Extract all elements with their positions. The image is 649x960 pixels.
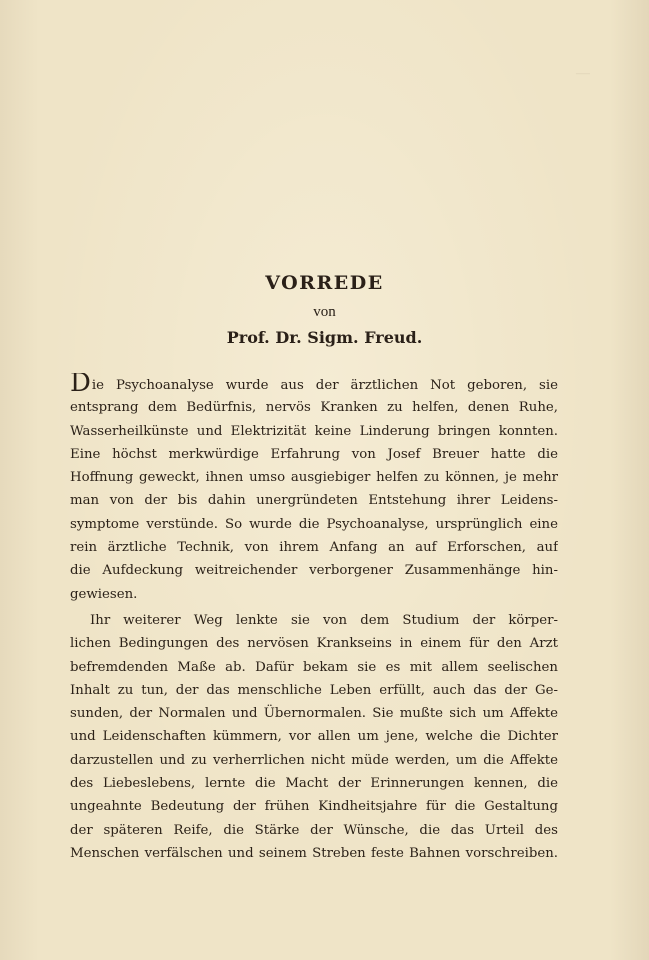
bleed-through-text: —: [576, 66, 590, 81]
text-line: darzustellen und zu verherrlichen nicht müde werden, um die Affekte: [70, 752, 558, 768]
text-line: gewiesen.: [70, 586, 138, 602]
paragraph-2: [70, 609, 558, 865]
page-title: VORREDE: [265, 272, 384, 294]
text-line: ungeahnte Bedeutung der frühen Kindheitsjahre für die Gestaltung: [70, 799, 558, 815]
text-line: des Liebeslebens, lernte die Macht der Erinnerungen kennen, die: [70, 776, 558, 792]
text-line: man von der bis dahin unergründeten Entstehung ihrer Leidens-: [70, 493, 558, 509]
text-line: der späteren Reife, die Stärke der Wünsche, die das Urteil des: [70, 822, 558, 838]
text-line: Wasserheilkünste und Elektrizität keine Linderung bringen konnten.: [70, 423, 558, 439]
author-name: Prof. Dr. Sigm. Freud.: [226, 328, 423, 347]
text-line: Menschen verfälschen und seinem Streben feste Bahnen vorschreiben.: [70, 845, 558, 861]
text-line: sunden, der Normalen und Übernormalen. Sie mußte sich um Affekte: [70, 706, 558, 722]
text-line: und Leidenschaften kümmern, vor allen um jene, welche die Dichter: [70, 729, 558, 745]
text-line: lichen Bedingungen des nervösen Krankseins in einem für den Arzt: [70, 636, 558, 652]
paragraph-1: [70, 373, 558, 606]
text-line: Inhalt zu tun, der das menschliche Leben erfüllt, auch das der Ge-: [70, 682, 558, 698]
text-line: symptome verstünde. So wurde die Psychoanalyse, ursprünglich eine: [70, 516, 558, 532]
text-line: Hoffnung geweckt, ihnen umso ausgiebiger helfen zu können, je mehr: [70, 470, 558, 486]
drop-cap: D: [70, 373, 91, 397]
title-preposition: von: [313, 304, 336, 320]
text-line: rein ärztliche Technik, von ihrem Anfang an auf Erforschen, auf: [70, 540, 558, 556]
text-line: die Aufdeckung weitreichender verborgener Zusammenhänge hin-: [70, 563, 558, 579]
text-line: befremdenden Maße ab. Dafür bekam sie es mit allem seelischen: [70, 659, 558, 675]
text-line: Eine höchst merkwürdige Erfahrung von Josef Breuer hatte die: [70, 446, 558, 462]
text-line: Ihr weiterer Weg lenkte sie von dem Studium der körper-: [90, 613, 558, 628]
text-line: Die Psychoanalyse wurde aus der ärztlichen Not geboren, sie: [70, 373, 558, 396]
text-line: entsprang dem Bedürfnis, nervös Kranken zu helfen, denen Ruhe,: [70, 400, 558, 416]
